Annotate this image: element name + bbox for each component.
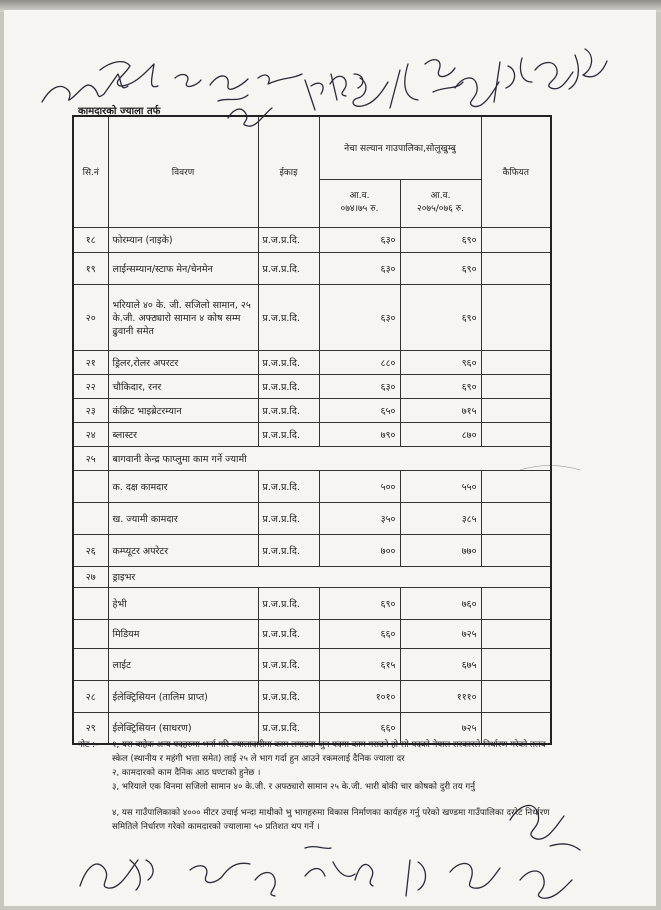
cell-description: ईलेक्ट्रिसियन (तालिम प्राप्त) (108, 680, 258, 712)
cell-unit: प्र.ज.प्र.दि. (258, 712, 319, 744)
cell-unit: प्र.ज.प्र.दि. (258, 648, 319, 680)
header-description: विवरण (108, 116, 258, 227)
table-group-row (73, 566, 551, 587)
header-year-2-line2: २०७५/०७६ रु. (417, 204, 464, 214)
table-row (73, 648, 551, 680)
cell-description: चौकिदार, रनर (108, 374, 258, 398)
cell-sn: २० (73, 284, 108, 350)
cell-remarks (481, 252, 551, 284)
note-text: ४, यस गाउँपालिकाको ४००० मीटर उचाई भन्दा माथीको भु भागहरुमा विकास निर्माणका कार्यहरु गर्नु परेको खण्डमा गाउँपालिका दररेट निर्धारण समितिले निर्धारण गरेको कामदारको ज्यालामा ५० प्रतिशत थप गर्ने । (112, 808, 550, 832)
header-year-1 (319, 179, 400, 227)
cell-rate-year-2: ६९० (400, 374, 481, 398)
cell-sn: २१ (73, 350, 108, 374)
cell-unit: प्र.ज.प्र.दि. (258, 227, 319, 252)
cell-rate-year-1: ३५० (319, 502, 400, 534)
cell-sn: २६ (73, 534, 108, 566)
header-unit: ईकाइ (258, 116, 319, 227)
cell-rate-year-2: १११० (400, 680, 481, 712)
cell-rate-year-1: १०१० (319, 680, 400, 712)
note-text: २, कामदारको काम दैनिक आठ घण्टाको हुनेछ । (112, 768, 261, 778)
cell-rate-year-1: ६३० (319, 374, 400, 398)
cell-group-title: बागवानी केन्द्र फाप्लुमा काम गर्ने ज्यामी (108, 446, 551, 470)
cell-rate-year-2: ६९० (400, 284, 481, 350)
table-row (73, 619, 551, 648)
cell-rate-year-2: ३८५ (400, 502, 481, 534)
cell-rate-year-2: ७१५ (400, 398, 481, 422)
cell-description: लाईट (108, 648, 258, 680)
cell-sn: १९ (73, 252, 108, 284)
header-remarks: कैफियत (481, 116, 551, 227)
note-4 (78, 806, 560, 834)
cell-rate-year-2: ६९० (400, 252, 481, 284)
table-row (73, 227, 551, 252)
cell-remarks (481, 680, 551, 712)
header-year-1-line2: ०७४।७५ रु. (340, 204, 379, 214)
cell-unit: प्र.ज.प्र.दि. (258, 252, 319, 284)
cell-remarks (481, 374, 551, 398)
header-sn: सि.नं (73, 116, 108, 227)
cell-rate-year-1: ६६० (319, 619, 400, 648)
cell-description: मिडियम (108, 619, 258, 648)
cell-rate-year-1: ६९० (319, 587, 400, 619)
cell-remarks (481, 648, 551, 680)
table-row (73, 252, 551, 284)
cell-unit: प्र.ज.प्र.दि. (258, 422, 319, 446)
cell-rate-year-2: ८७० (400, 422, 481, 446)
table-row (73, 470, 551, 502)
cell-rate-year-1: ७०० (319, 534, 400, 566)
note-2 (78, 766, 560, 780)
table-row (73, 284, 551, 350)
cell-unit: प्र.ज.प्र.दि. (258, 350, 319, 374)
header-municipality: नेचा सल्यान गाउपालिका,सोलुखुम्बु (319, 116, 481, 179)
table-row (73, 350, 551, 374)
cell-rate-year-2: ९६० (400, 350, 481, 374)
cell-rate-year-1: ६१५ (319, 648, 400, 680)
cell-rate-year-2: ६७५ (400, 648, 481, 680)
cell-sn (73, 648, 108, 680)
section-title: कामदारको ज्याला तर्फ (78, 106, 161, 117)
cell-rate-year-2: ५५० (400, 470, 481, 502)
cell-description: फोरम्यान (नाइके) (108, 227, 258, 252)
table-row (73, 534, 551, 566)
table-row (73, 587, 551, 619)
cell-remarks (481, 534, 551, 566)
cell-rate-year-2: ६९० (400, 227, 481, 252)
cell-sn (73, 619, 108, 648)
cell-remarks (481, 587, 551, 619)
cell-unit: प्र.ज.प्र.दि. (258, 619, 319, 648)
cell-remarks (481, 350, 551, 374)
cell-description: लाईन्सम्यान/स्टाफ मेन/चेनमेन (108, 252, 258, 284)
cell-rate-year-1: ६६० (319, 712, 400, 744)
cell-rate-year-1: ५०० (319, 470, 400, 502)
cell-rate-year-1: ७९० (319, 422, 400, 446)
cell-unit: प्र.ज.प्र.दि. (258, 534, 319, 566)
cell-group-title: ड्राइभर (108, 566, 551, 587)
table-body (73, 227, 551, 744)
cell-sn (73, 502, 108, 534)
cell-rate-year-2: ७६० (400, 587, 481, 619)
cell-sn: २४ (73, 422, 108, 446)
cell-sn: २७ (73, 566, 108, 587)
cell-description: भरियाले ४० के. जी. सजिलो सामान, २५ के.जी. अफ्ठ्यारो सामान ४ कोष सम्म ढुवानी समेत (108, 284, 258, 350)
cell-remarks (481, 502, 551, 534)
cell-description: क. दक्ष कामदार (108, 470, 258, 502)
notes-label: नोट :- (78, 740, 99, 750)
cell-unit: प्र.ज.प्र.दि. (258, 398, 319, 422)
cell-description: ईलेक्ट्रिसियन (साधरण) (108, 712, 258, 744)
cell-sn: २३ (73, 398, 108, 422)
cell-remarks (481, 470, 551, 502)
cell-remarks (481, 422, 551, 446)
table-row (73, 502, 551, 534)
cell-remarks (481, 227, 551, 252)
header-year-2-line1: आ.व. (430, 191, 451, 201)
cell-unit: प्र.ज.प्र.दि. (258, 470, 319, 502)
cell-sn: २९ (73, 712, 108, 744)
cell-rate-year-1: ६३० (319, 284, 400, 350)
cell-rate-year-1: ८८० (319, 350, 400, 374)
header-year-2 (400, 179, 481, 227)
cell-sn (73, 470, 108, 502)
cell-description: ब्लास्टर (108, 422, 258, 446)
cell-remarks (481, 619, 551, 648)
cell-rate-year-2: ७२५ (400, 712, 481, 744)
note-3 (78, 780, 560, 794)
cell-description: ड्रिलर,रोलर अपरटर (108, 350, 258, 374)
table-row (73, 680, 551, 712)
cell-sn: २२ (73, 374, 108, 398)
cell-unit: प्र.ज.प्र.दि. (258, 502, 319, 534)
note-text: ३, भरियाले एक विनमा सजिलो सामान ४० के.जी. र अफ्ठ्यारो सामान २५ के.जी. भारी बोकी चार कोषको दुरी तय गर्नु (112, 782, 476, 792)
cell-rate-year-2: ७२५ (400, 619, 481, 648)
cell-description: कंक्रिट भाइब्रेटरम्यान (108, 398, 258, 422)
cell-remarks (481, 398, 551, 422)
cell-description: कम्प्यूटर अपरेटर (108, 534, 258, 566)
note-text: १, यस बाहेक अन्य पदहरुमा भर्ना गरि ज्यालादारीमा काम लगाउदा जुन पदमा काम गराउने हो सो पदको नेपाल सरकारले निर्धारण गरेको तलब स्केल (स्थानीय र महंगी भत्ता समेत) लाई २५ ले भाग गर्दा हुन आउने रकमलाई दैनिक ज्याला दर (112, 740, 546, 764)
cell-unit: प्र.ज.प्र.दि. (258, 680, 319, 712)
cell-unit: प्र.ज.प्र.दि. (258, 284, 319, 350)
cell-description: हेभी (108, 587, 258, 619)
header-year-1-line1: आ.व. (349, 191, 370, 201)
cell-rate-year-1: ६३० (319, 227, 400, 252)
cell-sn: १८ (73, 227, 108, 252)
note-1 (78, 738, 560, 766)
cell-rate-year-1: ६५० (319, 398, 400, 422)
cell-remarks (481, 284, 551, 350)
cell-unit: प्र.ज.प्र.दि. (258, 587, 319, 619)
cell-sn (73, 587, 108, 619)
cell-sn: २८ (73, 680, 108, 712)
table-row (73, 374, 551, 398)
table-row (73, 422, 551, 446)
cell-description: ख. ज्यामी कामदार (108, 502, 258, 534)
table-row (73, 398, 551, 422)
wage-rate-table (72, 115, 552, 745)
cell-unit: प्र.ज.प्र.दि. (258, 374, 319, 398)
cell-sn: २५ (73, 446, 108, 470)
notes-section (78, 738, 560, 834)
cell-rate-year-2: ७७० (400, 534, 481, 566)
cell-rate-year-1: ६३० (319, 252, 400, 284)
table-group-row (73, 446, 551, 470)
